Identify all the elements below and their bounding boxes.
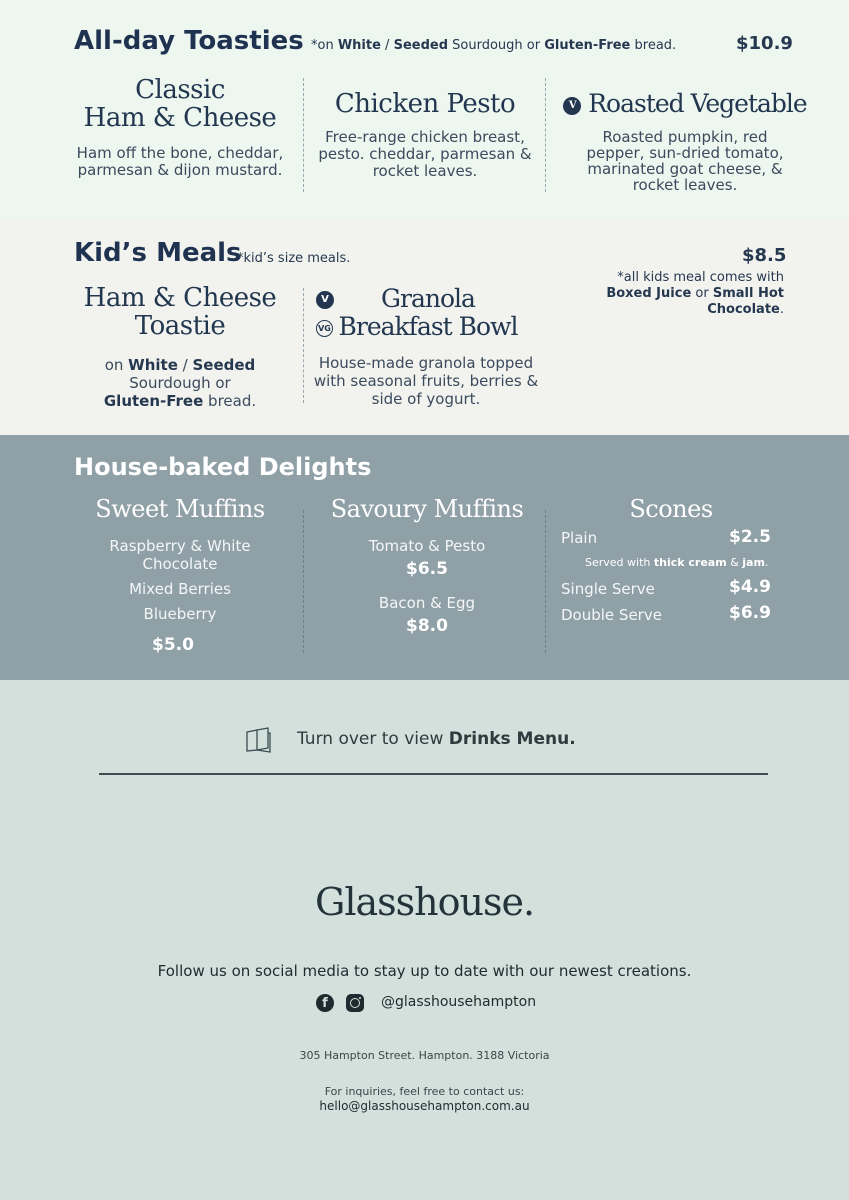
divider xyxy=(545,78,546,192)
sweet-muffins-title: Sweet Muffins xyxy=(95,495,265,523)
list-item: Blueberry xyxy=(143,605,217,623)
list-item: Bacon & Egg xyxy=(378,594,476,612)
toastie-item-ham-cheese xyxy=(70,76,290,179)
list-item: Mixed Berries xyxy=(129,580,231,598)
scone-double-price: $6.9 xyxy=(729,603,771,623)
scone-single: Single Serve xyxy=(561,580,655,598)
baked-title: House-baked Delights xyxy=(74,453,372,481)
kids-size-note: *kid’s size meals. xyxy=(237,251,351,266)
item-desc: Roasted pumpkin, red pepper, sun-dried tomato, marinated goat cheese, & rocket leaves. xyxy=(586,128,784,194)
kids-item-ham-cheese-toastie xyxy=(70,284,290,410)
inquiries-text: For inquiries, feel free to contact us: xyxy=(324,1085,525,1098)
book-icon xyxy=(244,726,272,754)
item-title: Ham & Cheese Toastie xyxy=(83,283,277,341)
scone-single-price: $4.9 xyxy=(729,577,771,597)
social-handle[interactable]: @glasshousehampton xyxy=(381,994,537,1010)
vegan-badge-icon: VG xyxy=(316,318,333,337)
turn-over-note: Turn over to view Drinks Menu. xyxy=(297,729,576,749)
item-title: Granola Breakfast Bowl xyxy=(338,284,518,341)
follow-text: Follow us on social media to stay up to date with our newest creations. xyxy=(157,962,692,980)
divider xyxy=(303,78,304,192)
item-price: $8.0 xyxy=(406,616,448,636)
kids-title: Kid’s Meals xyxy=(74,238,242,268)
item-title: V Roasted Vegetable xyxy=(550,90,820,118)
toasties-title: All-day Toasties xyxy=(74,26,304,56)
toasties-section xyxy=(0,0,849,218)
sweet-muffins-price: $5.0 xyxy=(152,635,194,655)
footer-divider xyxy=(99,773,768,775)
item-desc: Ham off the bone, cheddar, parmesan & dijon mustard. xyxy=(76,144,284,179)
house-baked-section xyxy=(0,435,849,680)
instagram-icon[interactable] xyxy=(346,994,364,1012)
scone-plain-price: $2.5 xyxy=(729,527,771,547)
kids-drink-note: *all kids meal comes with Boxed Juice or Small Hot Chocolate. xyxy=(606,270,784,317)
vegetarian-badge-icon: V xyxy=(316,289,334,309)
brand-logo: Glasshouse. xyxy=(314,880,535,924)
divider xyxy=(303,510,304,653)
kids-meals-section xyxy=(0,218,849,435)
kids-item-granola-desc-wrap xyxy=(313,354,539,408)
divider xyxy=(303,288,304,403)
item-desc: House-made granola topped with seasonal fruits, berries & side of yogurt. xyxy=(313,354,539,408)
scone-plain: Plain xyxy=(561,529,598,547)
savoury-muffins-title: Savoury Muffins xyxy=(330,495,524,523)
list-item: Tomato & Pesto xyxy=(368,537,486,555)
list-item: Raspberry & White Chocolate xyxy=(109,537,251,573)
item-title: Classic Ham & Cheese xyxy=(83,75,277,133)
address: 305 Hampton Street. Hampton. 3188 Victoria xyxy=(299,1049,550,1062)
item-desc: on White / Seeded Sourdough or Gluten-Free bread. xyxy=(103,356,257,410)
toasties-price: $10.9 xyxy=(736,33,793,54)
toastie-item-roasted-vegetable xyxy=(550,90,820,193)
kids-item-granola-bowl xyxy=(336,285,520,341)
sweet-muffins xyxy=(70,495,290,655)
toastie-item-chicken-pesto xyxy=(313,90,537,180)
divider xyxy=(545,510,546,653)
vegetarian-badge-icon: V xyxy=(563,97,581,115)
scone-double: Double Serve xyxy=(561,606,662,624)
contact-email[interactable]: hello@glasshousehampton.com.au xyxy=(319,1099,530,1113)
item-price: $6.5 xyxy=(406,559,448,579)
savoury-muffins xyxy=(313,495,541,636)
scone-serving-note: Served with thick cream & jam. xyxy=(585,556,769,569)
item-desc: Free-range chicken breast, pesto. cheddar, parmesan & rocket leaves. xyxy=(318,128,532,180)
footer-section xyxy=(0,680,849,1200)
scones-title: Scones xyxy=(629,495,713,523)
toasties-bread-note: *on White / Seeded Sourdough or Gluten-Free bread. xyxy=(311,38,677,53)
facebook-icon[interactable]: f xyxy=(316,994,334,1012)
wt xyxy=(560,495,782,523)
item-title: Chicken Pesto xyxy=(334,89,516,119)
kids-price: $8.5 xyxy=(742,245,787,266)
